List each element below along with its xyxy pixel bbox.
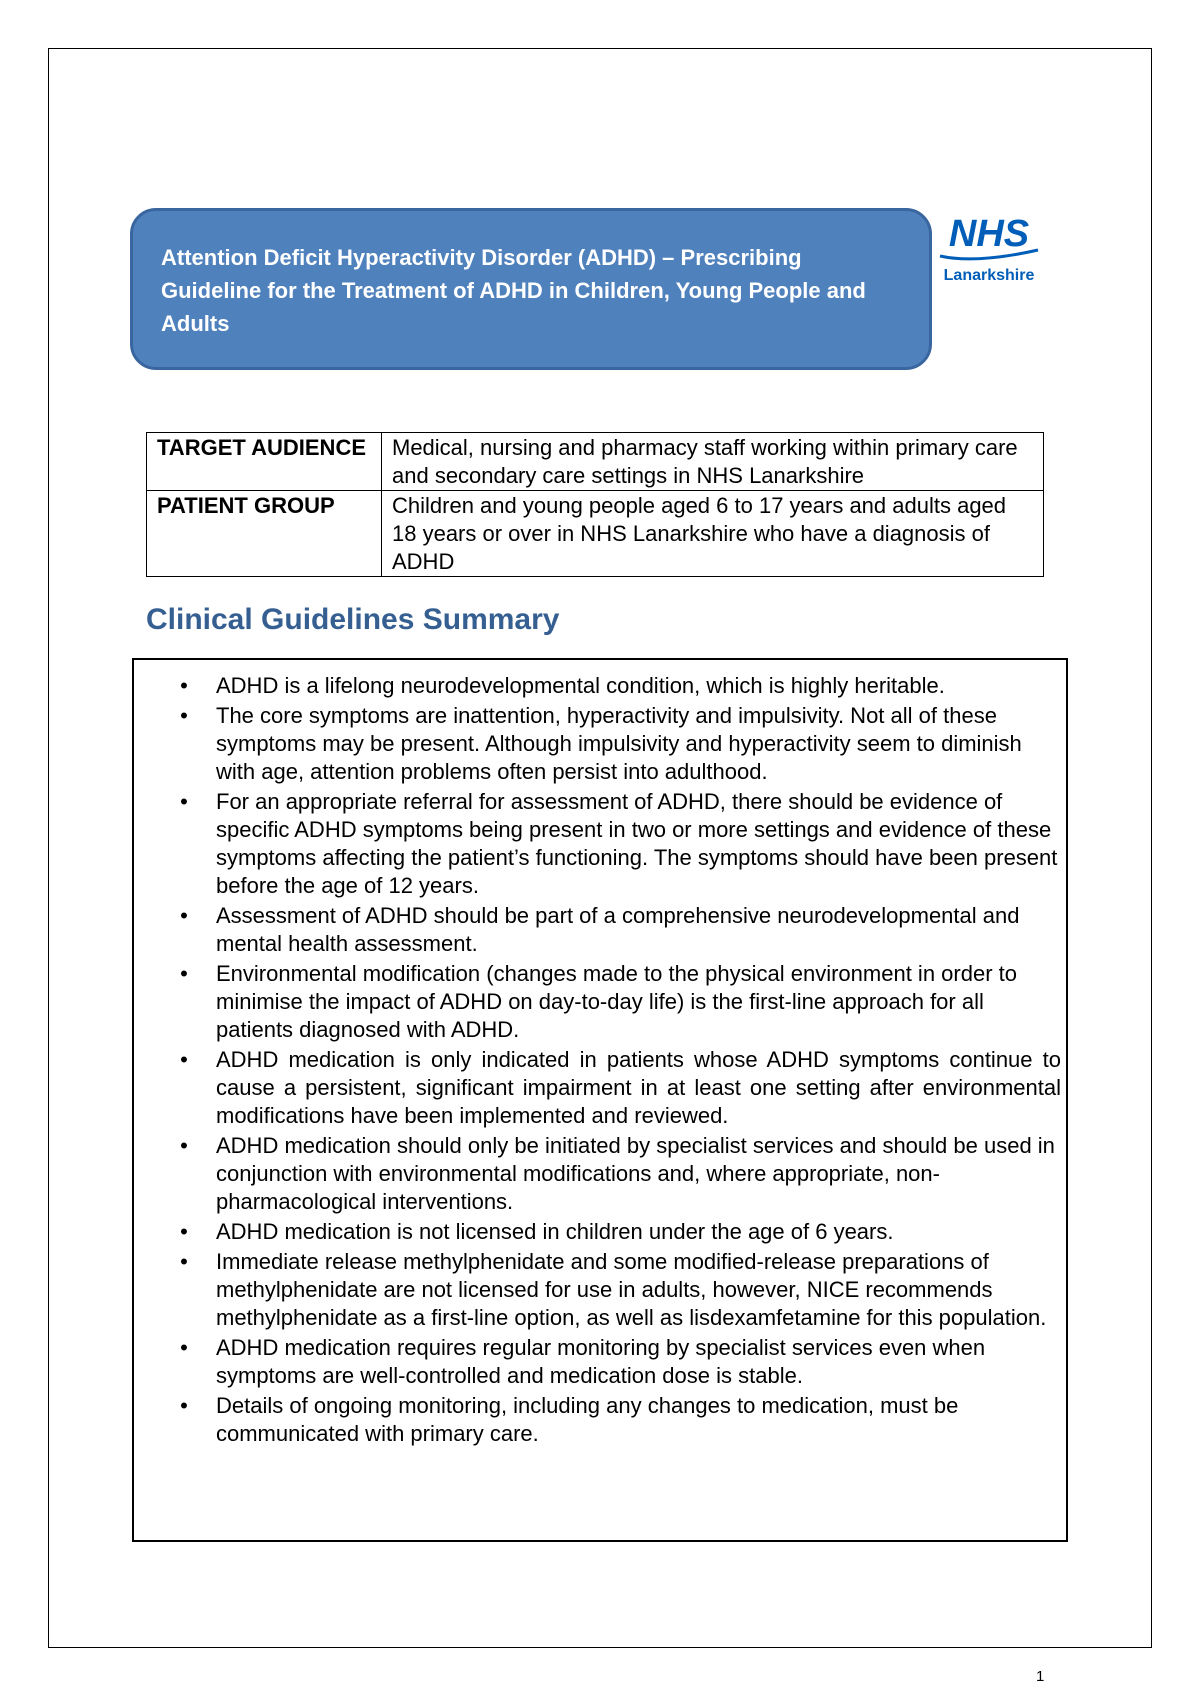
list-item-text: ADHD medication is only indicated in patients whose ADHD symptoms continue to cause a persistent, significant impairment in at least one setting after environmental modifications have been implemented and reviewed. bbox=[216, 1047, 1061, 1128]
list-item bbox=[180, 902, 1061, 958]
section-heading: Clinical Guidelines Summary bbox=[146, 603, 560, 636]
list-item-text: ADHD medication is not licensed in children under the age of 6 years. bbox=[216, 1219, 894, 1244]
list-item bbox=[180, 788, 1061, 900]
table-row bbox=[147, 491, 1044, 577]
bullet-icon: • bbox=[180, 703, 188, 728]
list-item bbox=[180, 1392, 1061, 1448]
list-item-text: For an appropriate referral for assessment of ADHD, there should be evidence of specific ADHD symptoms being present in two or more settings and evidence of these symptoms affecting the patient’s functioning. The symptoms should have been present before the age of 12 years. bbox=[216, 789, 1058, 898]
list-item bbox=[180, 1218, 1061, 1246]
list-item bbox=[180, 672, 1061, 700]
bullet-icon: • bbox=[180, 1335, 188, 1360]
patient-group-label: PATIENT GROUP bbox=[147, 491, 382, 577]
list-item bbox=[180, 1046, 1061, 1130]
title-banner bbox=[130, 208, 932, 370]
nhs-lanarkshire-logo bbox=[936, 212, 1042, 288]
list-item-text: ADHD medication requires regular monitoring by specialist services even when symptoms are well-controlled and medication dose is stable. bbox=[216, 1335, 986, 1388]
page-number: 1 bbox=[1036, 1668, 1045, 1685]
list-item bbox=[180, 1248, 1061, 1332]
list-item-text: The core symptoms are inattention, hyperactivity and impulsivity. Not all of these symptoms may be present. Although impulsivity and hyperactivity seem to diminish with age, attention problems often persist into adulthood. bbox=[216, 703, 1022, 784]
bullet-icon: • bbox=[180, 789, 188, 814]
table-row bbox=[147, 433, 1044, 491]
nhs-logo-text: NHS bbox=[948, 213, 1030, 255]
target-audience-label: TARGET AUDIENCE bbox=[147, 433, 382, 491]
bullet-icon: • bbox=[180, 903, 188, 928]
target-audience-value: Medical, nursing and pharmacy staff working within primary care and secondary care settings in NHS Lanarkshire bbox=[382, 433, 1044, 491]
list-item-text: Details of ongoing monitoring, including any changes to medication, must be communicated with primary care. bbox=[216, 1393, 959, 1446]
list-item-text: Environmental modification (changes made to the physical environment in order to minimise the impact of ADHD on day-to-day life) is the first-line approach for all patients diagnosed with ADHD. bbox=[216, 961, 1017, 1042]
document-title: Attention Deficit Hyperactivity Disorder (ADHD) – Prescribing Guideline for the Treatment of ADHD in Children, Young People and Adults bbox=[161, 245, 866, 336]
bullet-icon: • bbox=[180, 673, 188, 698]
summary-box bbox=[132, 658, 1068, 1542]
list-item bbox=[180, 1334, 1061, 1390]
list-item bbox=[180, 960, 1061, 1044]
patient-group-value: Children and young people aged 6 to 17 years and adults aged 18 years or over in NHS Lanarkshire who have a diagnosis of ADHD bbox=[382, 491, 1044, 577]
bullet-icon: • bbox=[180, 1219, 188, 1244]
bullet-icon: • bbox=[180, 1393, 188, 1418]
list-item-text: Immediate release methylphenidate and some modified-release preparations of methylphenidate are not licensed for use in adults, however, NICE recommends methylphenidate as a first-line option, as well as lisdexamfetamine for this population. bbox=[216, 1249, 1047, 1330]
list-item-text: ADHD is a lifelong neurodevelopmental condition, which is highly heritable. bbox=[216, 673, 945, 698]
summary-list bbox=[134, 672, 1061, 1450]
bullet-icon: • bbox=[180, 1047, 188, 1072]
bullet-icon: • bbox=[180, 961, 188, 986]
list-item-text: ADHD medication should only be initiated by specialist services and should be used in conjunction with environmental modifications and, where appropriate, non-pharmacological interventions. bbox=[216, 1133, 1055, 1214]
list-item-text: Assessment of ADHD should be part of a comprehensive neurodevelopmental and mental health assessment. bbox=[216, 903, 1020, 956]
info-table bbox=[146, 432, 1044, 577]
bullet-icon: • bbox=[180, 1133, 188, 1158]
logo-region-text: Lanarkshire bbox=[943, 267, 1035, 284]
bullet-icon: • bbox=[180, 1249, 188, 1274]
list-item bbox=[180, 702, 1061, 786]
list-item bbox=[180, 1132, 1061, 1216]
